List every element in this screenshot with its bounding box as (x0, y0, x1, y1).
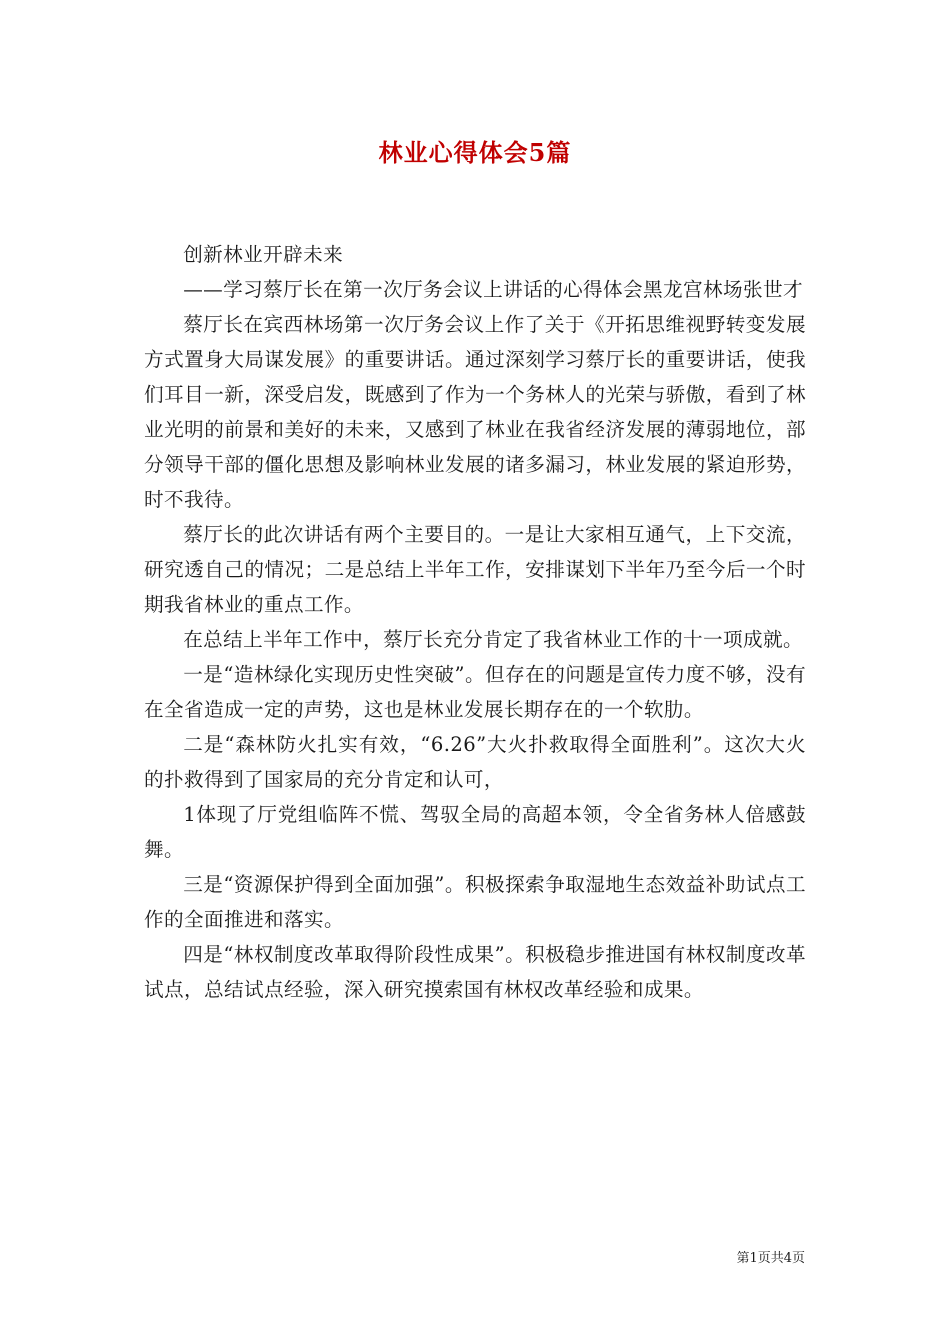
document-title: 林业心得体会5篇 (378, 138, 572, 167)
paragraph: ——学习蔡厅长在第一次厅务会议上讲话的心得体会黑龙宫林场张世才 (183, 278, 803, 301)
paragraph: 创新林业开辟未来 (183, 243, 344, 266)
paragraph: 在总结上半年工作中，蔡厅长充分肯定了我省林业工作的十一项成就。 (183, 628, 803, 651)
page-number: 第1页共4页 (736, 1251, 805, 1266)
paragraph: 四是“林权制度改革取得阶段性成果”。积极稳步推进国有林权制度改革试点，总结试点经验，深入研究摸索国有林权改革经验和成果。 (144, 943, 806, 1001)
paragraph: 蔡厅长的此次讲话有两个主要目的。一是让大家相互通气，上下交流，研究透自己的情况；二是总结上半年工作，安排谋划下半年乃至今后一个时期我省林业的重点工作。 (144, 523, 806, 616)
paragraph: 蔡厅长在宾西林场第一次厅务会议上作了关于《开拓思维视野转变发展方式置身大局谋发展》的重要讲话。通过深刻学习蔡厅长的重要讲话，使我们耳目一新，深受启发，既感到了作为一个务林人的光荣与骄傲，看到了林业光明的前景和美好的未来，又感到了林业在我省经济发展的薄弱地位，部分领导干部的僵化思想及影响林业发展的诸多漏习，林业发展的紧迫形势，时不我待。 (144, 313, 806, 511)
paragraph: 一是“造林绿化实现历史性突破”。但存在的问题是宣传力度不够，没有在全省造成一定的声势，这也是林业发展长期存在的一个软肋。 (144, 663, 806, 721)
document-body (144, 237, 806, 1007)
paragraph: 二是“森林防火扎实有效，“6.26”大火扑救取得全面胜利”。这次大火的扑救得到了国家局的充分肯定和认可， (144, 733, 806, 791)
paragraph: 1体现了厅党组临阵不慌、驾驭全局的高超本领，令全省务林人倍感鼓舞。 (144, 803, 806, 861)
paragraph: 三是“资源保护得到全面加强”。积极探索争取湿地生态效益补助试点工作的全面推进和落实。 (144, 873, 806, 931)
